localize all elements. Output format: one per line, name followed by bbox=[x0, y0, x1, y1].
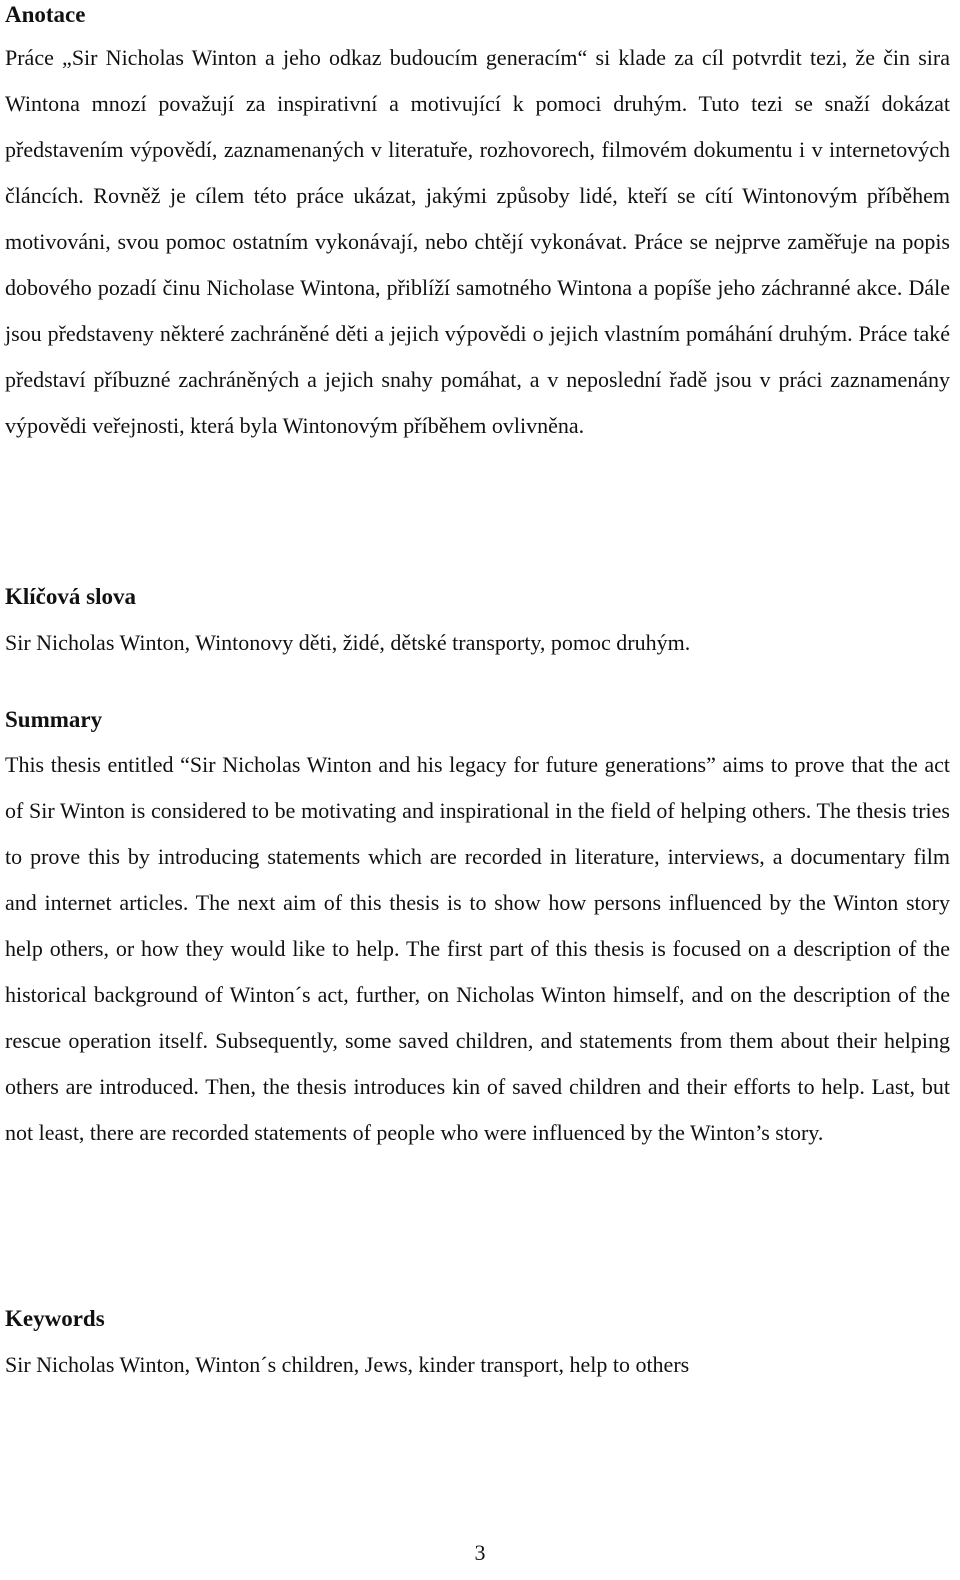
summary-heading: Summary bbox=[5, 707, 103, 732]
summary-paragraph: This thesis entitled “Sir Nicholas Winton and his legacy for future generations” aims to prove that the act of Sir Winton is considered to be motivating and inspirational in the field of helping others. The thesis tries to prove this by introducing statements which are recorded in literature, interviews, a documentary film and internet articles. The next aim of this thesis is to show how persons influenced by the Winton story help others, or how they would like to help. The first part of this thesis is focused on a description of the historical background of Winton´s act, further, on Nicholas Winton himself, and on the description of the rescue operation itself. Subsequently, some saved children, and statements from them about their helping others are introduced. Then, the thesis introduces kin of saved children and their efforts to help. Last, but not least, there are recorded statements of people who were influenced by the Winton’s story. bbox=[5, 752, 950, 1145]
klicova-slova-paragraph: Sir Nicholas Winton, Wintonovy děti, židé, dětské transporty, pomoc druhým. bbox=[5, 630, 691, 655]
keywords-paragraph: Sir Nicholas Winton, Winton´s children, Jews, kinder transport, help to others bbox=[5, 1352, 690, 1377]
anotace-heading: Anotace bbox=[5, 2, 86, 27]
page-number: 3 bbox=[474, 1540, 486, 1565]
anotace-paragraph: Práce „Sir Nicholas Winton a jeho odkaz budoucím generacím“ si klade za cíl potvrdit tezi, že čin sira Wintona mnozí považují za inspirativní a motivující k pomoci druhým. Tuto tezi se snaží dokázat představením výpovědí, zaznamenaných v literatuře, rozhovorech, filmovém dokumentu i v internetových článcích. Rovněž je cílem této práce ukázat, jakými způsoby lidé, kteří se cítí Wintonovým příběhem motivováni, svou pomoc ostatním vykonávají, nebo chtějí vykonávat. Práce se nejprve zaměřuje na popis dobového pozadí činu Nicholase Wintona, přiblíží samotného Wintona a popíše jeho záchranné akce. Dále jsou představeny některé zachráněné děti a jejich výpovědi o jejich vlastním pomáhání druhým. Práce také představí příbuzné zachráněných a jejich snahy pomáhat, a v neposlední řadě jsou v práci zaznamenány výpovědi veřejnosti, která byla Wintonovým příběhem ovlivněna. bbox=[5, 45, 950, 438]
keywords-heading: Keywords bbox=[5, 1306, 105, 1331]
klicova-slova-heading: Klíčová slova bbox=[5, 584, 136, 609]
